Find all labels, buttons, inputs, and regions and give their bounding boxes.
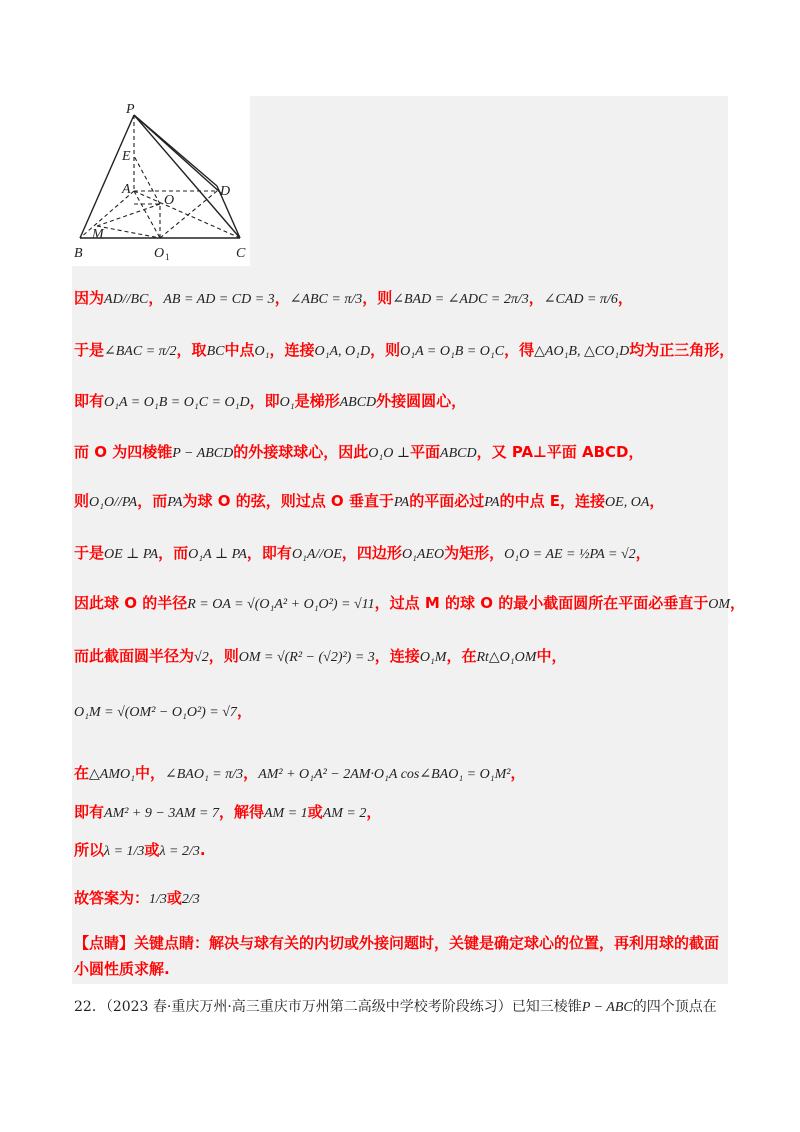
label-o1-subscript: 1: [165, 252, 170, 262]
math-expression: P − ABCD: [172, 446, 234, 461]
text-segment: ，则: [362, 289, 393, 307]
solution-line-1: [74, 287, 633, 308]
text-segment: 为矩形，: [444, 544, 505, 562]
math-expression: λ = 1/3: [104, 844, 145, 859]
text-segment: 外接圆圆心，: [376, 392, 467, 410]
solution-line-6: [74, 542, 651, 563]
math-expression: AM = 1: [264, 806, 308, 821]
solution-line-3: [74, 390, 466, 411]
solution-line-7: [74, 592, 745, 613]
text-segment: ，得: [504, 341, 535, 359]
text-segment: ，: [274, 289, 290, 307]
text-segment: ，又 PA⊥平面 ABCD，: [476, 443, 644, 461]
text-segment: 的外接球球心，因此: [233, 443, 369, 461]
math-expression: O₁: [279, 395, 295, 410]
label-o1: O: [154, 246, 165, 261]
solution-line-11: [74, 801, 381, 822]
label-d: D: [220, 184, 231, 199]
math-expression: R = OA = √(O₁A² + O₁O²) = √11: [187, 597, 375, 612]
math-expression: O₁A = O₁B = O₁C: [400, 344, 505, 359]
label-m: M: [92, 227, 104, 242]
key-point-note: 【点睛】关键点睛：解决与球有关的内切或外接问题时，关键是确定球心的位置，再利用球的截面小圆性质求解.: [74, 934, 720, 978]
question-text-before: 已知三棱锥: [511, 999, 582, 1015]
label-e: E: [122, 149, 131, 164]
text-segment: 故答案为：: [74, 889, 150, 907]
solution-line-5: [74, 490, 664, 511]
pyramid-diagram: [72, 96, 250, 266]
text-segment: 或: [166, 889, 182, 907]
solution-line-12: [74, 839, 206, 860]
solution-line-9: [74, 700, 252, 721]
solution-line-4: [74, 441, 644, 462]
math-expression: ∠ABC = π/3: [289, 292, 363, 307]
solution-line-8: [74, 645, 566, 666]
math-expression: ∠BAO₁ = π/3: [165, 767, 244, 782]
text-segment: ，取: [176, 341, 207, 359]
math-expression: 1/3: [149, 892, 167, 907]
math-expression: △AO₁B, △CO₁D: [534, 344, 630, 359]
text-segment: 是梯形: [294, 392, 340, 410]
text-segment: ，解得: [218, 803, 264, 821]
math-expression: O₁O//PA: [89, 495, 138, 510]
text-segment: ，连接: [269, 341, 315, 359]
question-text-after: 的四个顶点在: [632, 999, 717, 1015]
math-expression: BC: [206, 344, 225, 359]
math-expression: ∠BAD = ∠ADC = 2π/3: [392, 292, 529, 307]
text-segment: .: [199, 841, 206, 859]
solution-line-2: [74, 339, 734, 360]
text-segment: 的平面必过: [409, 492, 485, 510]
math-expression: △AMO₁: [89, 767, 135, 782]
text-segment: 即有: [74, 392, 105, 410]
math-expression: √2: [194, 650, 209, 665]
text-segment: ，连接: [374, 647, 420, 665]
text-segment: ，: [528, 289, 544, 307]
math-expression: PA: [484, 495, 500, 510]
math-expression: OM: [708, 597, 730, 612]
math-expression: O₁A//OE: [291, 547, 342, 562]
text-segment: ，则: [208, 647, 239, 665]
text-segment: 的中点 E，连接: [499, 492, 606, 510]
math-expression: OM = √(R² − (√2)²) = 3: [238, 650, 375, 665]
text-segment: 或: [144, 841, 160, 859]
math-expression: OE ⊥ PA: [104, 547, 159, 562]
text-segment: ，而: [158, 544, 189, 562]
text-segment: 均为正三角形，: [629, 341, 735, 359]
text-segment: ，: [649, 492, 665, 510]
math-expression: ∠BAC = π/2: [104, 344, 177, 359]
math-expression: AM = 2: [322, 806, 367, 821]
text-segment: 而此截面圆半径为: [74, 647, 195, 665]
answer-line: [74, 887, 200, 908]
math-expression: AB = AD = CD = 3: [163, 292, 275, 307]
text-segment: ，而: [137, 492, 168, 510]
text-segment: ，: [243, 764, 259, 782]
math-expression: AD//BC: [104, 292, 149, 307]
text-segment: ，即有: [246, 544, 292, 562]
label-b: B: [74, 246, 83, 261]
label-p: P: [126, 102, 135, 117]
text-segment: ，四边形: [341, 544, 402, 562]
text-segment: 而 O 为四棱锥: [74, 443, 173, 461]
text-segment: 于是: [74, 341, 105, 359]
math-expression: λ = 2/3: [159, 844, 200, 859]
math-expression: O₁A = O₁B = O₁C = O₁D: [104, 395, 250, 410]
text-segment: ，: [510, 764, 526, 782]
math-expression: O₁A ⊥ PA: [188, 547, 247, 562]
math-expression: PA: [167, 495, 183, 510]
text-segment: ，: [236, 702, 252, 720]
text-segment: 或: [307, 803, 323, 821]
text-segment: ，过点 M 的球 O 的最小截面圆所在平面必垂直于: [374, 594, 709, 612]
text-segment: 中，: [536, 647, 567, 665]
label-a: A: [122, 182, 131, 197]
text-segment: 则: [74, 492, 90, 510]
math-expression: PA: [393, 495, 410, 510]
question-number: 22．: [74, 999, 106, 1015]
label-c: C: [236, 246, 246, 261]
label-o: O: [164, 193, 175, 208]
math-expression: O₁A, O₁D: [314, 344, 371, 359]
text-segment: 在: [74, 764, 90, 782]
question-math: P − ABC: [581, 1000, 633, 1015]
text-segment: ，则: [370, 341, 401, 359]
text-segment: 中点: [224, 341, 255, 359]
math-expression: O₁M = √(OM² − O₁O²) = √7: [74, 705, 237, 720]
math-expression: ABCD: [440, 446, 477, 461]
question-22: [74, 996, 717, 1016]
math-expression: O₁M: [419, 650, 447, 665]
math-expression: AM² + O₁A² − 2AM·O₁A cos∠BAO₁ = O₁M²: [258, 767, 511, 782]
math-expression: ∠CAD = π/6: [543, 292, 618, 307]
text-segment: ，: [148, 289, 164, 307]
text-segment: ，: [635, 544, 651, 562]
text-segment: 因为: [74, 289, 105, 307]
question-source: （2023 春·重庆万州·高三重庆市万州第二高级中学校考阶段练习）: [105, 999, 512, 1015]
text-segment: ，即: [249, 392, 280, 410]
text-segment: 因此球 O 的半径: [74, 594, 188, 612]
math-expression: OE, OA: [605, 495, 650, 510]
math-expression: O₁: [254, 344, 270, 359]
math-expression: O₁AEO: [401, 547, 445, 562]
math-expression: O₁O = AE = ½PA = √2: [504, 547, 636, 562]
math-expression: O₁O ⊥: [368, 446, 411, 461]
math-expression: 2/3: [181, 892, 200, 907]
text-segment: ，: [617, 289, 633, 307]
text-segment: 于是: [74, 544, 105, 562]
text-segment: 所以: [74, 841, 105, 859]
text-segment: 中，: [134, 764, 165, 782]
text-segment: ，: [366, 803, 382, 821]
text-segment: ，在: [446, 647, 477, 665]
solution-line-10: [74, 762, 525, 783]
pyramid-figure: [72, 96, 250, 266]
text-segment: 为球 O 的弦，则过点 O 垂直于: [182, 492, 394, 510]
text-segment: 平面: [410, 443, 441, 461]
math-expression: AM² + 9 − 3AM = 7: [104, 806, 219, 821]
math-expression: Rt△O₁OM: [476, 650, 537, 665]
text-segment: 即有: [74, 803, 105, 821]
math-expression: ABCD: [339, 395, 377, 410]
text-segment: ，: [729, 594, 745, 612]
